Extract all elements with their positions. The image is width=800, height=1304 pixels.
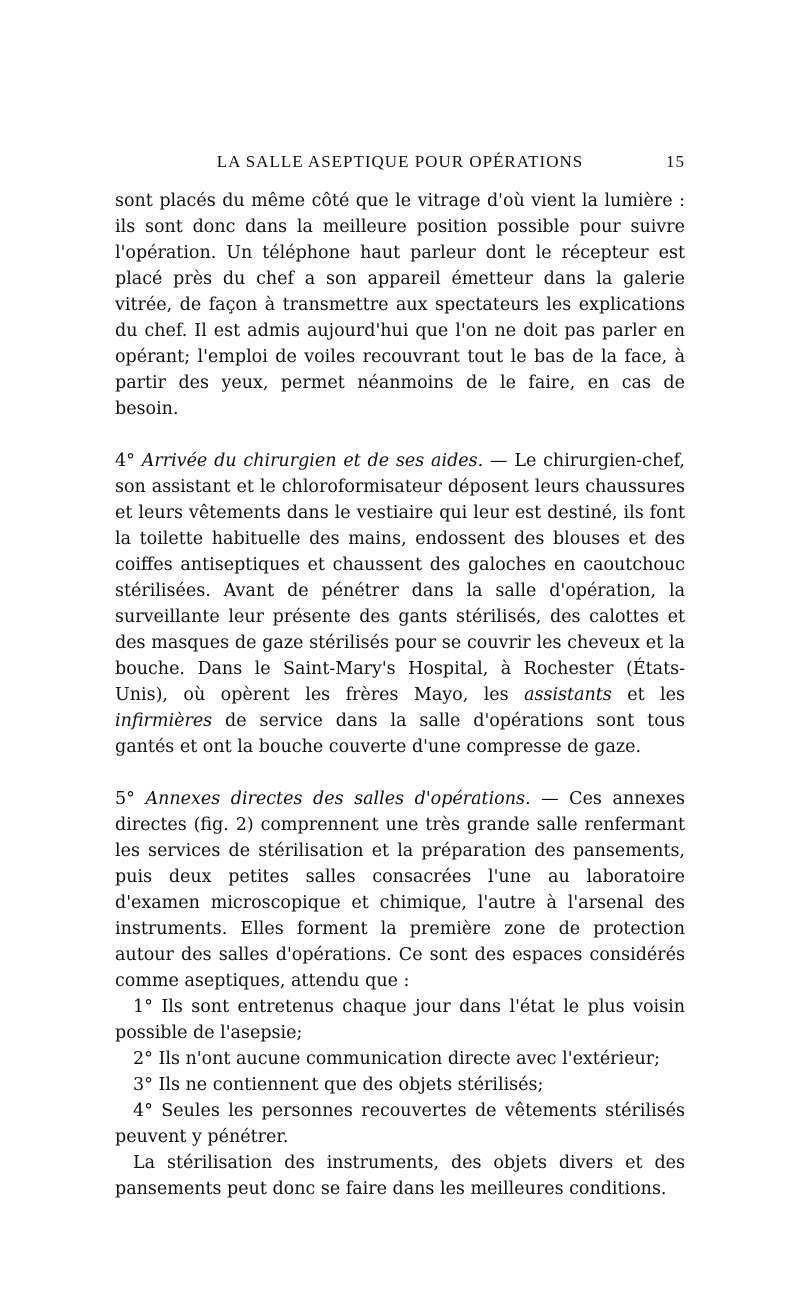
body-text xyxy=(115,188,685,1202)
section-number: 5° xyxy=(115,789,135,809)
running-head: LA SALLE ASEPTIQUE POUR OPÉRATIONS xyxy=(216,152,584,171)
italic-term: assistants xyxy=(524,685,612,705)
closing-paragraph: La stérilisation des instruments, des objets divers et des pansements peut donc se faire dans les meilleures conditions. xyxy=(115,1153,685,1199)
section-text: et les xyxy=(611,685,685,705)
section-text: — Ces annexes directes (fig. 2) comprennent une très grande salle renfermant les services de stérilisation et la préparation des pansements, puis deux petites salles consacrées l'une au laboratoire d'examen microscopique et chimique, l'autre à l'arsenal des instruments. Elles forment la première zone de protection autour des salles d'opérations. Ce sont des espaces considérés comme aseptiques, attendu que : xyxy=(115,789,686,991)
list-item: 4° Seules les personnes recouvertes de vêtements stérilisés peuvent y pénétrer. xyxy=(115,1101,685,1147)
paragraph-continuation: sont placés du même côté que le vitrage d'où vient la lumière : ils sont donc dans la meilleure position possible pour suivre l'opération. Un téléphone haut parleur dont le récepteur est placé près du chef a son appareil émetteur dans la galerie vitrée, de façon à transmettre aux spectateurs les explications du chef. Il est admis aujourd'hui que l'on ne doit pas parler en opérant; l'emploi de voiles recouvrant tout le bas de la face, à partir des yeux, permet néanmoins de le faire, en cas de besoin. xyxy=(115,191,685,419)
section-title: Arrivée du chirurgien et de ses aides. xyxy=(141,451,484,471)
page-number: 15 xyxy=(666,152,685,171)
section-title: Annexes directes des salles d'opérations. xyxy=(145,789,531,809)
list-item: 2° Ils n'ont aucune communication directe avec l'extérieur; xyxy=(133,1049,661,1069)
section-text: — Le chirurgien-chef, son assistant et le chloroformisateur déposent leurs chaussures et leurs vêtements dans le vestiaire qui leur est destiné, ils font la toilette habituelle des mains, endossent des blouses et des coiffes antiseptiques et chaussent des galoches en caoutchouc stérilisées. Avant de pénétrer dans la salle d'opération, la surveillante leur présente des gants stérilisés, des calottes et des masques de gaze stérilisés pour se couvrir les cheveux et la bouche. Dans le Saint-Mary's Hospital, à Rochester (États-Unis), où opèrent les frères Mayo, les xyxy=(115,451,685,705)
paragraph-section-5 xyxy=(115,786,685,994)
page-header xyxy=(115,152,685,176)
italic-term: infirmières xyxy=(115,711,213,731)
paragraph-section-4 xyxy=(115,448,685,760)
section-number: 4° xyxy=(115,451,135,471)
section-text: de service dans la salle d'opérations sont tous gantés et ont la bouche couverte d'une compresse de gaze. xyxy=(115,711,685,757)
list-item: 3° Ils ne contiennent que des objets stérilisés; xyxy=(133,1075,544,1095)
list-item: 1° Ils sont entretenus chaque jour dans l'état le plus voisin possible de l'asepsie; xyxy=(115,997,685,1043)
